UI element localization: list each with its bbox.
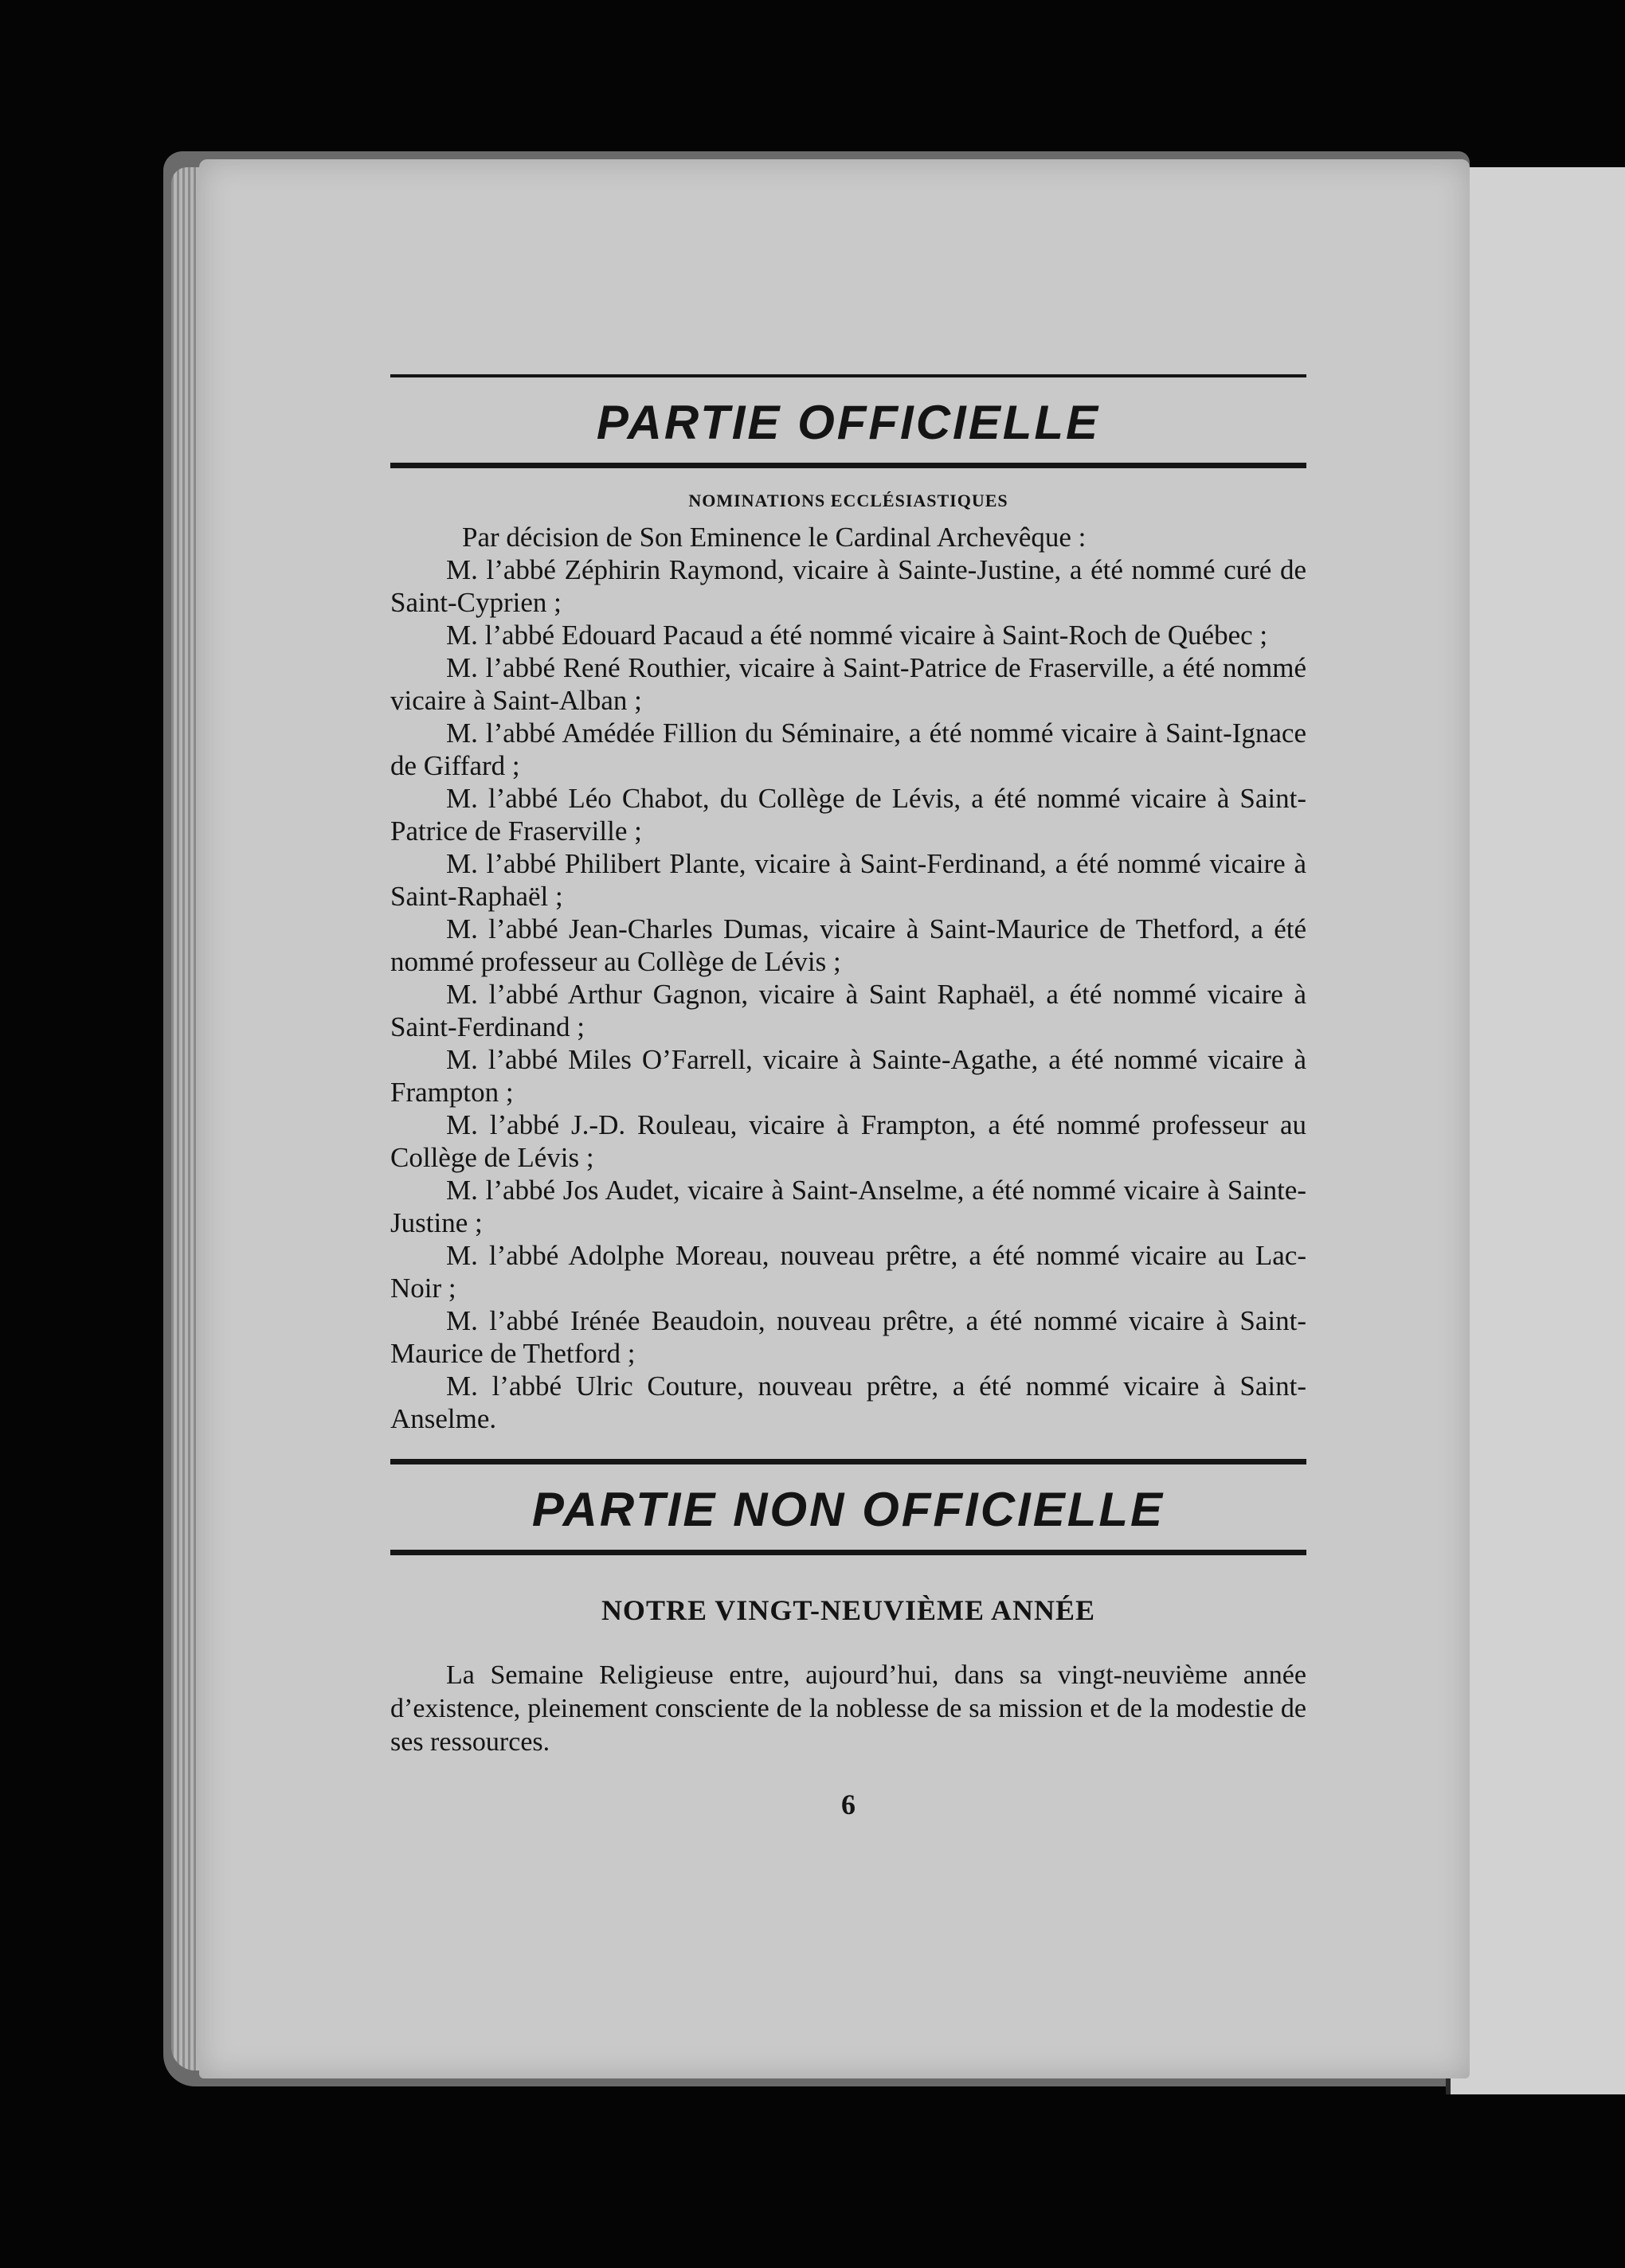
nomination-item: M. l’abbé Edouard Pacaud a été nommé vicaire à Saint-Roch de Québec ; — [446, 620, 1268, 651]
nomination-item: M. l’abbé Adolphe Moreau, nouveau prêtre, a été nommé vicaire au Lac-Noir ; — [390, 1240, 1306, 1304]
nominations-intro: Par décision de Son Eminence le Cardinal Archevêque : — [462, 522, 1087, 553]
nomination-item: M. l’abbé Philibert Plante, vicaire à Saint-Ferdinand, a été nommé vicaire à Saint-Raphaël ; — [390, 848, 1306, 912]
article-title: NOTRE VINGT-NEUVIÈME ANNÉE — [601, 1594, 1096, 1626]
nomination-item: M. l’abbé René Routhier, vicaire à Saint-Patrice de Fraserville, a été nommé vicaire à Saint-Alban ; — [390, 652, 1306, 716]
nomination-item: M. l’abbé Jos Audet, vicaire à Saint-Anselme, a été nommé vicaire à Sainte-Justine ; — [390, 1175, 1306, 1238]
title-rule — [390, 463, 1306, 468]
nomination-item: M. l’abbé Irénée Beaudoin, nouveau prêtre, a été nommé vicaire à Saint-Maurice de Thetford ; — [390, 1305, 1306, 1369]
nominations-heading: NOMINATIONS ECCLÉSIASTIQUES — [688, 491, 1008, 510]
nomination-item: M. l’abbé J.-D. Rouleau, vicaire à Frampton, a été nommé professeur au Collège de Lévis ; — [390, 1109, 1306, 1173]
page-edges — [171, 167, 203, 2071]
official-section-title: PARTIE OFFICIELLE — [596, 396, 1101, 449]
nomination-item: M. l’abbé Amédée Fillion du Séminaire, a été nommé vicaire à Saint-Ignace de Giffard ; — [390, 718, 1306, 781]
top-rule — [390, 374, 1306, 377]
nominations-list — [390, 553, 1306, 1435]
nomination-item: M. l’abbé Léo Chabot, du Collège de Lévis, a été nommé vicaire à Saint-Patrice de Fraserville ; — [390, 783, 1306, 847]
page-number: 6 — [841, 1789, 856, 1820]
section-divider-rule — [390, 1459, 1306, 1464]
facing-page — [1446, 167, 1625, 2094]
title-rule — [390, 1550, 1306, 1555]
nomination-item: M. l’abbé Miles O’Farrell, vicaire à Sainte-Agathe, a été nommé vicaire à Frampton ; — [390, 1044, 1306, 1108]
nomination-item: M. l’abbé Zéphirin Raymond, vicaire à Sainte-Justine, a été nommé curé de Saint-Cyprien ; — [390, 554, 1306, 618]
page-content — [390, 374, 1306, 1821]
non-official-section-title: PARTIE NON OFFICIELLE — [531, 1483, 1165, 1536]
nomination-item: M. l’abbé Jean-Charles Dumas, vicaire à Saint-Maurice de Thetford, a été nommé professeur au Collège de Lévis ; — [390, 913, 1306, 977]
nomination-item: M. l’abbé Ulric Couture, nouveau prêtre, a été nommé vicaire à Saint-Anselme. — [390, 1371, 1306, 1434]
nomination-item: M. l’abbé Arthur Gagnon, vicaire à Saint Raphaël, a été nommé vicaire à Saint-Ferdinand ; — [390, 979, 1306, 1042]
article-body: La Semaine Religieuse entre, aujourd’hui, dans sa vingt-neuvième année d’existence, pleinement consciente de la noblesse de sa mission et de la modestie de ses ressources. — [390, 1660, 1306, 1757]
